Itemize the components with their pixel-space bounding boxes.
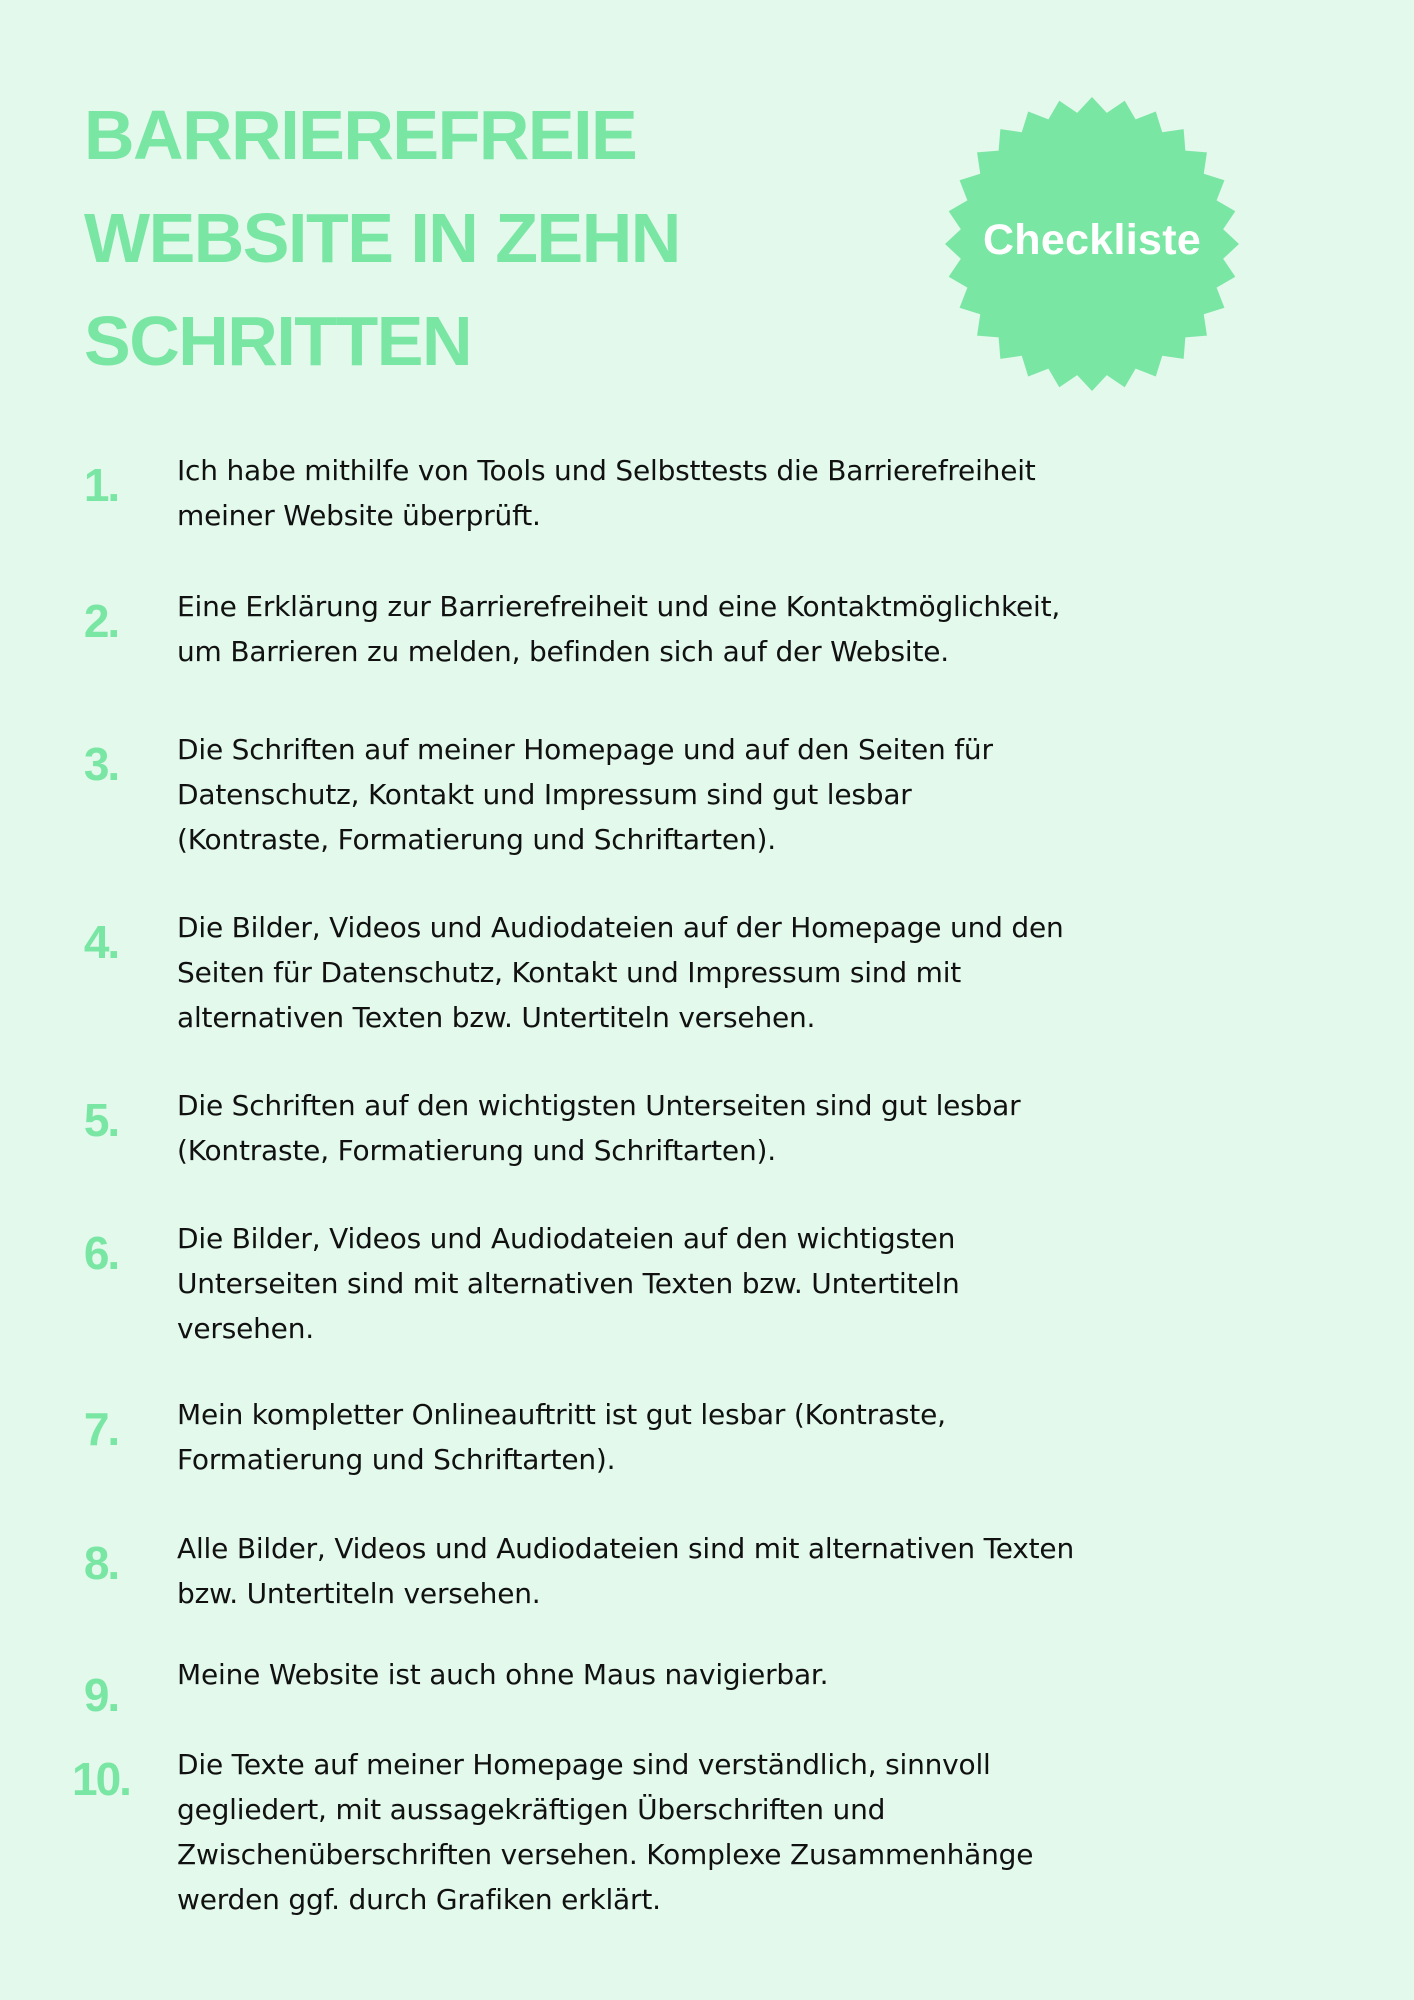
- item-text-line: um Barrieren zu melden, befinden sich auf der Website.: [177, 635, 949, 668]
- title-line: BARRIEREFREIE: [84, 96, 637, 174]
- item-text-line: Seiten für Datenschutz, Kontakt und Impressum sind mit: [177, 956, 962, 989]
- item-text-line: Mein kompletter Onlineauftritt ist gut lesbar (Kontraste,: [177, 1398, 946, 1431]
- item-number: 4.: [83, 916, 119, 968]
- title-line: SCHRITTEN: [84, 302, 472, 380]
- item-text-line: bzw. Untertiteln versehen.: [177, 1577, 541, 1610]
- item-text-line: Ich habe mithilfe von Tools und Selbsttests die Barrierefreiheit: [177, 454, 1036, 487]
- item-text-line: gegliedert, mit aussagekräftigen Überschriften und: [177, 1793, 886, 1826]
- checklist-badge: [944, 96, 1240, 392]
- item-text: [177, 1392, 1207, 1482]
- item-text-line: meiner Website überprüft.: [177, 499, 541, 532]
- item-text-line: werden ggf. durch Grafiken erklärt.: [177, 1883, 661, 1916]
- item-number: 2.: [83, 595, 119, 647]
- item-text: [177, 1742, 1207, 1922]
- item-text: [177, 905, 1207, 1040]
- item-number: 7.: [83, 1403, 119, 1455]
- item-text-line: Datenschutz, Kontakt und Impressum sind gut lesbar: [177, 778, 912, 811]
- item-text-line: Die Schriften auf den wichtigsten Unterseiten sind gut lesbar: [177, 1089, 1021, 1122]
- item-number: 1.: [83, 459, 119, 511]
- item-text: [177, 1083, 1207, 1173]
- item-text-line: Formatierung und Schriftarten).: [177, 1443, 616, 1476]
- item-text-line: Die Bilder, Videos und Audiodateien auf den wichtigsten: [177, 1222, 956, 1255]
- item-text: [177, 727, 1207, 862]
- item-text: [177, 1652, 1207, 1697]
- item-text-line: Die Texte auf meiner Homepage sind verständlich, sinnvoll: [177, 1748, 991, 1781]
- item-text-line: Die Bilder, Videos und Audiodateien auf der Homepage und den: [177, 911, 1064, 944]
- title-line: WEBSITE IN ZEHN: [84, 199, 680, 277]
- item-number: 6.: [83, 1227, 119, 1279]
- item-number: 8.: [83, 1537, 119, 1589]
- item-text: [177, 448, 1207, 538]
- item-text-line: Zwischenüberschriften versehen. Komplexe Zusammenhänge: [177, 1838, 1034, 1871]
- item-number: 9.: [83, 1669, 119, 1721]
- item-text: [177, 1216, 1207, 1351]
- page-title: [84, 84, 680, 393]
- item-text-line: Unterseiten sind mit alternativen Texten bzw. Untertiteln: [177, 1267, 960, 1300]
- item-text-line: Meine Website ist auch ohne Maus navigierbar.: [177, 1658, 829, 1691]
- item-number: 10.: [72, 1753, 130, 1805]
- item-text-line: Eine Erklärung zur Barrierefreiheit und eine Kontaktmöglichkeit,: [177, 590, 1061, 623]
- item-text-line: Die Schriften auf meiner Homepage und auf den Seiten für: [177, 733, 993, 766]
- item-text: [177, 1526, 1207, 1616]
- item-text: [177, 584, 1207, 674]
- item-text-line: (Kontraste, Formatierung und Schriftarten).: [177, 823, 776, 856]
- item-text-line: (Kontraste, Formatierung und Schriftarten).: [177, 1134, 776, 1167]
- item-text-line: versehen.: [177, 1312, 314, 1345]
- item-text-line: alternativen Texten bzw. Untertiteln versehen.: [177, 1001, 816, 1034]
- item-text-line: Alle Bilder, Videos und Audiodateien sind mit alternativen Texten: [177, 1532, 1074, 1565]
- item-number: 3.: [83, 738, 119, 790]
- item-number: 5.: [83, 1094, 119, 1146]
- badge-label: Checkliste: [982, 215, 1202, 264]
